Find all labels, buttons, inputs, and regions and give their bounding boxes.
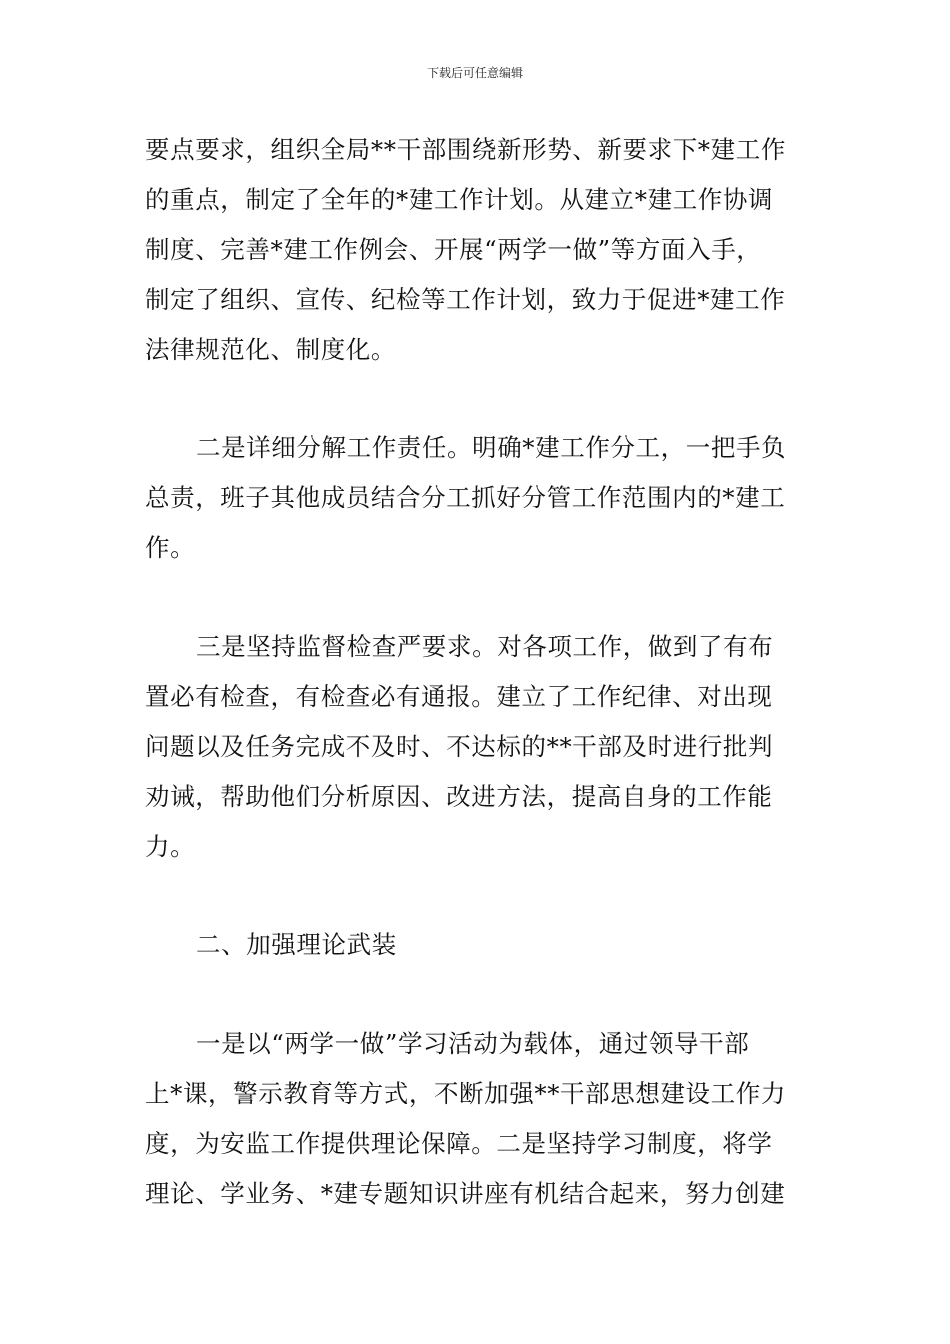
section-heading: 二、加强理论武装 xyxy=(196,930,397,959)
text-line: 法律规范化、制度化。 xyxy=(145,335,396,364)
page-header-note: 下载后可任意编辑 xyxy=(426,66,523,80)
text-line: 作。 xyxy=(145,533,196,562)
text-line: 制度、完善*建工作例会、开展“两学一做”等方面入手， xyxy=(145,235,762,264)
text-line: 置必有检查，有检查必有通报。建立了工作纪律、对出现 xyxy=(145,682,773,711)
text-line: 度，为安监工作提供理论保障。二是坚持学习制度，将学 xyxy=(145,1129,773,1158)
text-line: 上*课，警示教育等方式，不断加强**干部思想建设工作力 xyxy=(145,1079,786,1108)
text-line: 总责，班子其他成员结合分工抓好分管工作范围内的*建工 xyxy=(145,483,786,512)
text-line: 制定了组织、宣传、纪检等工作计划，致力于促进*建工作 xyxy=(145,285,786,314)
text-line: 劝诫，帮助他们分析原因、改进方法，提高自身的工作能 xyxy=(145,782,773,811)
text-line: 二是详细分解工作责任。明确*建工作分工，一把手负 xyxy=(196,433,787,462)
text-line: 三是坚持监督检查严要求。对各项工作，做到了有布 xyxy=(196,632,774,661)
text-line: 理论、学业务、*建专题知识讲座有机结合起来，努力创建 xyxy=(145,1179,786,1208)
text-line: 力。 xyxy=(145,832,196,861)
text-line: 要点要求，组织全局**干部围绕新形势、新要求下*建工作 xyxy=(145,135,786,164)
text-line: 问题以及任务完成不及时、不达标的**干部及时进行批判 xyxy=(145,732,774,761)
text-line: 的重点，制定了全年的*建工作计划。从建立*建工作协调 xyxy=(145,185,774,214)
text-line: 一是以“两学一做”学习活动为载体，通过领导干部 xyxy=(196,1029,750,1058)
